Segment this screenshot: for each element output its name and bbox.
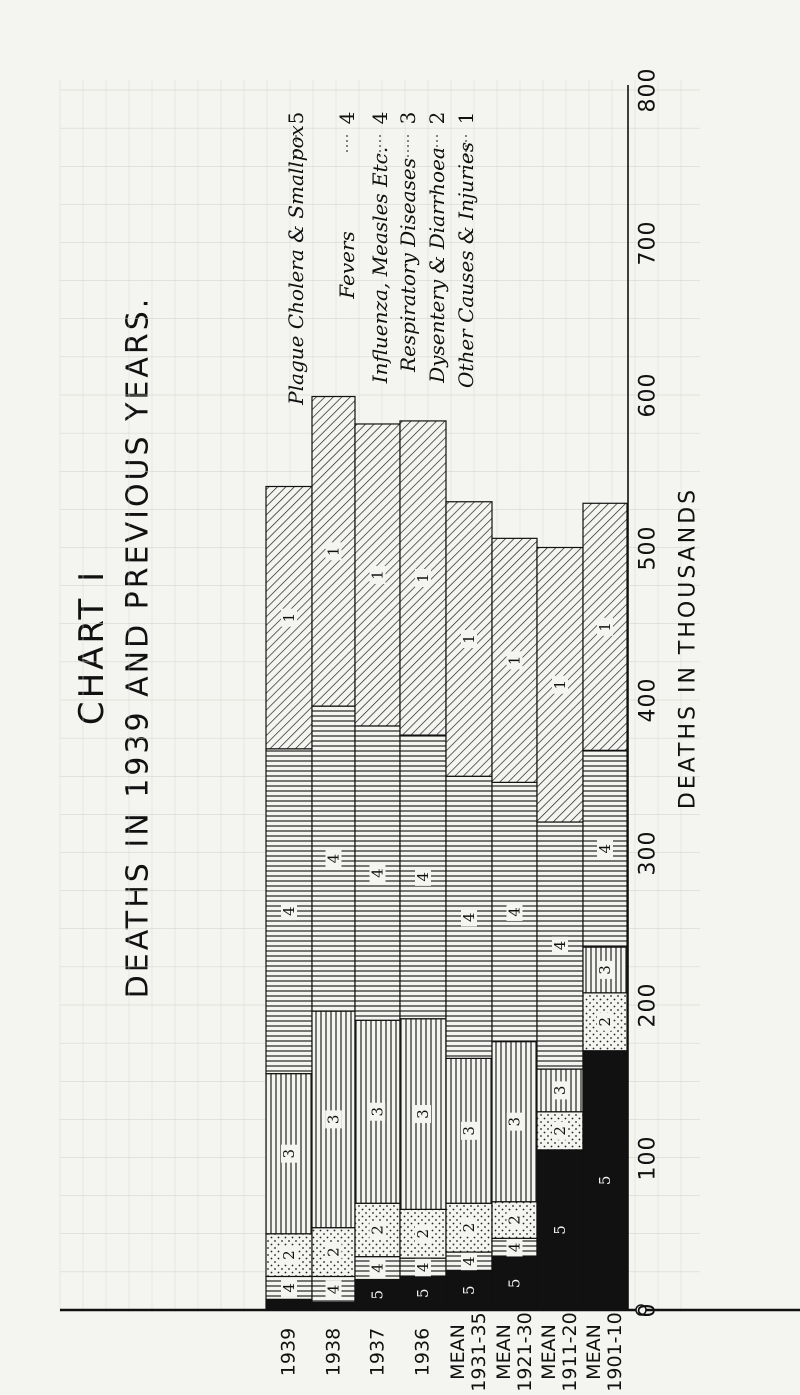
legend-code: 3	[396, 111, 420, 125]
legend-label: Influenza, Measles Etc.	[368, 146, 392, 384]
segment-label: 4	[460, 1256, 478, 1266]
legend-code: 2	[425, 111, 449, 125]
tick-label: 800	[635, 67, 661, 113]
legend-label: Other Causes & Injuries	[454, 142, 478, 388]
category-label: MEAN 1921-30	[492, 1312, 536, 1392]
legend-label: Dysentery & Diarrhoea	[425, 147, 449, 383]
segment-label: 5	[596, 1175, 614, 1186]
tick-label: 700	[635, 220, 661, 265]
bars	[266, 397, 627, 1310]
segment-label: 3	[324, 1114, 343, 1125]
segment-label: 3	[460, 1126, 478, 1136]
tick-label: 0	[635, 1302, 661, 1318]
category-label: 1939	[277, 1327, 300, 1377]
segment-label: 4	[324, 1284, 343, 1295]
segment-label: 4	[368, 1263, 387, 1273]
tick-label: 500	[635, 525, 661, 570]
segment-label: 4	[414, 1262, 432, 1273]
segment-label: 2	[460, 1222, 478, 1233]
segment-label: 2	[280, 1250, 298, 1260]
tick-label: 200	[635, 982, 661, 1028]
chart-subtitle: DEATHS IN 1939 AND PREVIOUS YEARS.	[120, 295, 156, 999]
segment-label: 4	[280, 906, 298, 916]
legend-code: 1	[454, 111, 478, 125]
segment-label: 5	[414, 1288, 432, 1298]
segment-label: 3	[551, 1085, 569, 1096]
segment-label: 2	[596, 1017, 614, 1027]
segment-label: 4	[596, 843, 614, 854]
category-label: 1938	[322, 1327, 344, 1377]
segment-label: 5	[551, 1225, 569, 1235]
segment-label: 4	[368, 868, 387, 878]
legend-code: 4	[368, 111, 392, 125]
segment-label: 3	[596, 965, 614, 975]
segment-label: 1	[414, 573, 432, 583]
legend-code: 4	[335, 111, 359, 125]
category-label: MEAN 1911-20	[538, 1312, 581, 1392]
segment-label: 5	[460, 1285, 478, 1295]
tick-label: 100	[635, 1135, 661, 1180]
segment-label: 2	[551, 1126, 569, 1136]
segment-label: 4	[505, 907, 524, 917]
segment-label: 3	[414, 1109, 432, 1119]
chart-title: CHART I	[72, 568, 112, 726]
segment-label: 1	[551, 679, 569, 690]
bar-segment	[266, 1299, 312, 1310]
segment-label: 4	[280, 1283, 298, 1293]
tick-label: 400	[635, 677, 661, 723]
tick-label: 300	[635, 830, 661, 875]
segment-label: 2	[324, 1247, 343, 1257]
segment-label: 1	[505, 655, 524, 666]
segment-label: 2	[414, 1228, 432, 1239]
segment-label: 1	[596, 622, 614, 632]
legend-label: Plague Cholera & Smallpox	[284, 125, 308, 405]
tick-label: 600	[635, 372, 661, 418]
legend-label: Respiratory Diseases	[396, 158, 420, 372]
segment-label: 1	[324, 546, 343, 557]
category-label: 1937	[366, 1327, 388, 1377]
segment-label: 1	[460, 634, 478, 644]
segment-label: 5	[505, 1278, 524, 1289]
segment-label: 3	[280, 1148, 298, 1159]
category-label: MEAN 1901-10	[583, 1312, 626, 1392]
segment-label: 4	[551, 940, 569, 951]
segment-label: 4	[324, 853, 343, 864]
segment-label: 3	[505, 1116, 524, 1127]
segment-label: 2	[505, 1215, 524, 1225]
segment-label: 3	[368, 1106, 387, 1117]
segment-label: 1	[368, 570, 387, 580]
segment-label: 1	[280, 612, 298, 623]
segment-label: 5	[368, 1289, 387, 1300]
legend-label: Fevers	[335, 231, 359, 299]
segment-label: 4	[460, 912, 478, 923]
legend-code: 5	[284, 111, 308, 125]
segment-label: 4	[414, 872, 432, 882]
category-label: MEAN 1931-35	[447, 1312, 490, 1392]
category-label: 1936	[411, 1327, 434, 1377]
x-axis-label: DEATHS IN THOUSANDS	[675, 486, 701, 810]
segment-label: 4	[505, 1242, 524, 1253]
segment-label: 2	[368, 1225, 387, 1235]
